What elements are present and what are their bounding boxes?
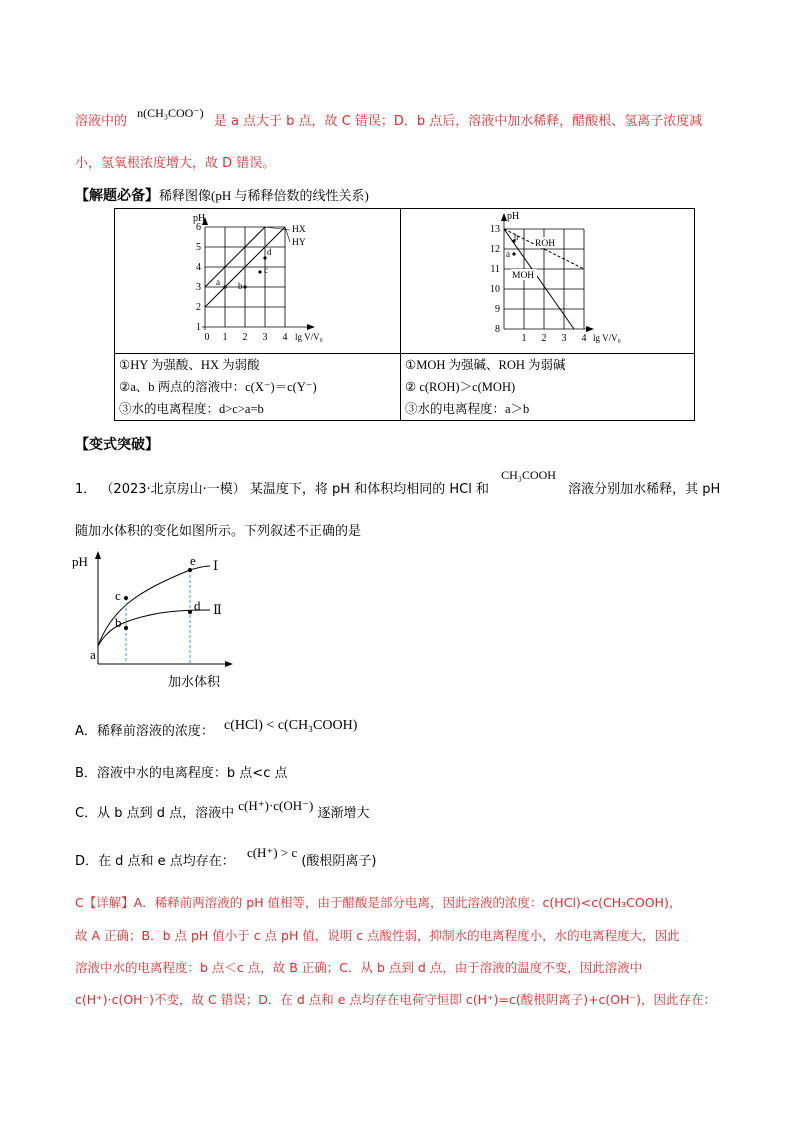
top-line-1 xyxy=(75,106,703,129)
point-c xyxy=(258,270,261,273)
series-hx-label: HX xyxy=(292,225,306,235)
point-a-label: a xyxy=(216,277,220,287)
question-graph xyxy=(70,548,240,693)
left-graph xyxy=(115,209,400,349)
right-y-tick: 10 xyxy=(490,284,500,295)
right-y-tick: 13 xyxy=(490,224,500,235)
option-d-suffix: (酸根阴离子) xyxy=(301,854,377,869)
right-x-tick: 4 xyxy=(581,333,587,344)
left-y-tick: 4 xyxy=(196,262,201,273)
right-graph xyxy=(401,209,694,349)
left-y-tick: 3 xyxy=(196,282,201,293)
point-b-label: b xyxy=(514,232,519,242)
series-hy-label: HY xyxy=(292,238,306,248)
option-b: B．溶液中水的电离程度：b 点<c 点 xyxy=(75,766,288,781)
right-note: ③水的电离程度：a＞b xyxy=(405,402,530,416)
point-b xyxy=(124,626,128,630)
option-a-text: A．稀释前溶液的浓度： xyxy=(75,724,214,739)
left-x-tick: 1 xyxy=(222,332,228,343)
point-c-label: c xyxy=(264,265,268,275)
option-c-formula: c(H⁺)·c(OH⁻) xyxy=(238,798,314,813)
q-x-label: 加水体积 xyxy=(168,675,221,690)
question-formula: CH₃COOH xyxy=(501,468,556,482)
point-a-label: a xyxy=(90,647,96,662)
question-text-b: 溶液分别加水稀释，其 pH xyxy=(568,482,721,497)
left-y-tick: 6 xyxy=(196,222,201,233)
left-x-tick: 3 xyxy=(262,332,268,343)
top-line1-suffix: 是 a 点大于 b 点，故 C 错误；D．b 点后，溶液中加水稀释，醋酸根、氢离子浓度减 xyxy=(213,114,703,129)
point-d-label: d xyxy=(194,598,201,613)
left-x-label: lg V/V₀ xyxy=(295,332,323,342)
question-number: 1． xyxy=(75,482,97,497)
left-note: ①HY 为强酸、HX 为弱酸 xyxy=(119,358,260,372)
point-d xyxy=(188,610,192,614)
right-notes-cell xyxy=(401,354,695,421)
point-b-label: b xyxy=(115,615,122,630)
left-y-label: pH xyxy=(193,213,206,224)
option-c-text: C．从 b 点到 d 点，溶液中 xyxy=(75,806,235,821)
point-d-label: d xyxy=(267,247,272,257)
top-line-2: 小，氢氧根浓度增大，故 D 错误。 xyxy=(75,156,276,171)
left-y-tick: 5 xyxy=(196,242,201,253)
option-d-formula: c(H⁺) > c xyxy=(246,845,298,860)
question-line-1 xyxy=(75,468,721,497)
left-x-tick: 0 xyxy=(204,332,210,343)
right-y-label: pH xyxy=(507,211,520,222)
left-note: ③水的电离程度：d>c>a=b xyxy=(119,402,264,416)
left-y-tick: 1 xyxy=(196,322,201,333)
point-b-label: b xyxy=(238,281,243,291)
option-c-suffix: 逐渐增大 xyxy=(317,806,370,821)
left-x-tick: 2 xyxy=(242,332,248,343)
left-notes-cell xyxy=(115,354,401,421)
right-y-tick: 8 xyxy=(495,324,500,335)
right-x-tick: 3 xyxy=(561,333,567,344)
left-note: ②a、b 两点的溶液中：c(X⁻)＝c(Y⁻) xyxy=(119,380,317,394)
prep-heading-line xyxy=(75,185,369,205)
point-b xyxy=(243,285,246,288)
right-y-tick: 11 xyxy=(490,264,500,275)
series-moh-label: MOH xyxy=(512,271,535,281)
option-a-formula: c(HCl) < c(CH₃COOH) xyxy=(224,718,358,733)
prep-subtitle: 稀释图像(pH 与稀释倍数的线性关系) xyxy=(159,188,369,203)
point-a xyxy=(512,252,515,255)
point-a-label: a xyxy=(506,249,510,259)
left-x-tick: 4 xyxy=(282,332,288,343)
option-a xyxy=(75,720,357,740)
right-y-tick: 12 xyxy=(490,244,500,255)
question-text-a: 某温度下，将 pH 和体积均相同的 HCl 和 xyxy=(249,482,489,497)
right-x-tick: 1 xyxy=(521,333,527,344)
point-e-label: e xyxy=(190,553,196,568)
right-graph-cell xyxy=(401,209,695,354)
series-hy-line xyxy=(205,227,265,287)
right-x-tick: 2 xyxy=(541,333,547,344)
option-d xyxy=(75,845,377,869)
point-c-label: c xyxy=(115,588,121,603)
variant-heading: 【变式突破】 xyxy=(75,437,159,453)
question-line-2: 随加水体积的变化如图所示。下列叙述不正确的是 xyxy=(75,524,362,539)
top-line1-prefix: 溶液中的 xyxy=(75,114,128,129)
curve-ii-label: Ⅱ xyxy=(213,602,222,617)
point-e xyxy=(188,568,192,572)
right-y-tick: 9 xyxy=(495,304,500,315)
option-d-text: D．在 d 点和 e 点均存在： xyxy=(75,854,235,869)
answer-line-2: 故 A 正确；B．b 点 pH 值小于 c 点 pH 值，说明 c 点酸性弱，抑制水的电离程度小，水的电离程度大，因此 xyxy=(75,928,680,943)
right-x-label: lg V/V₀ xyxy=(593,333,621,343)
answer-line-4: c(H⁺)·c(OH⁻)不变，故 C 错误；D．在 d 点和 e 点均存在电荷守恒即 c(H⁺)=c(酸根阴离子)+c(OH⁻)，因此存在： xyxy=(75,992,717,1007)
left-graph-cell xyxy=(115,209,401,354)
option-c xyxy=(75,798,370,821)
point-c xyxy=(124,596,128,600)
series-roh-label: ROH xyxy=(535,239,556,249)
answer-line-1: C【详解】A．稀释前两溶液的 pH 值相等，由于醋酸是部分电离，因此溶液的浓度：c(HCl)<c(CH₃COOH)， xyxy=(75,895,682,910)
curve-i-label: Ⅰ xyxy=(213,558,219,573)
prep-heading: 【解题必备】 xyxy=(75,188,159,204)
point-a xyxy=(223,285,226,288)
comparison-table xyxy=(114,208,695,421)
left-y-tick: 2 xyxy=(196,302,201,313)
right-note: ①MOH 为强碱、ROH 为弱碱 xyxy=(405,358,566,372)
answer-line-3: 溶液中水的电离程度：b 点＜c 点，故 B 正确；C．从 b 点到 d 点，由于溶液的温度不变，因此溶液中 xyxy=(75,960,643,975)
q-y-label: pH xyxy=(72,554,88,569)
top-formula: n(CH₃COO⁻) xyxy=(137,106,204,120)
right-note: ② c(ROH)＞c(MOH) xyxy=(405,380,516,394)
question-source: （2023·北京房山·一模） xyxy=(100,482,246,497)
